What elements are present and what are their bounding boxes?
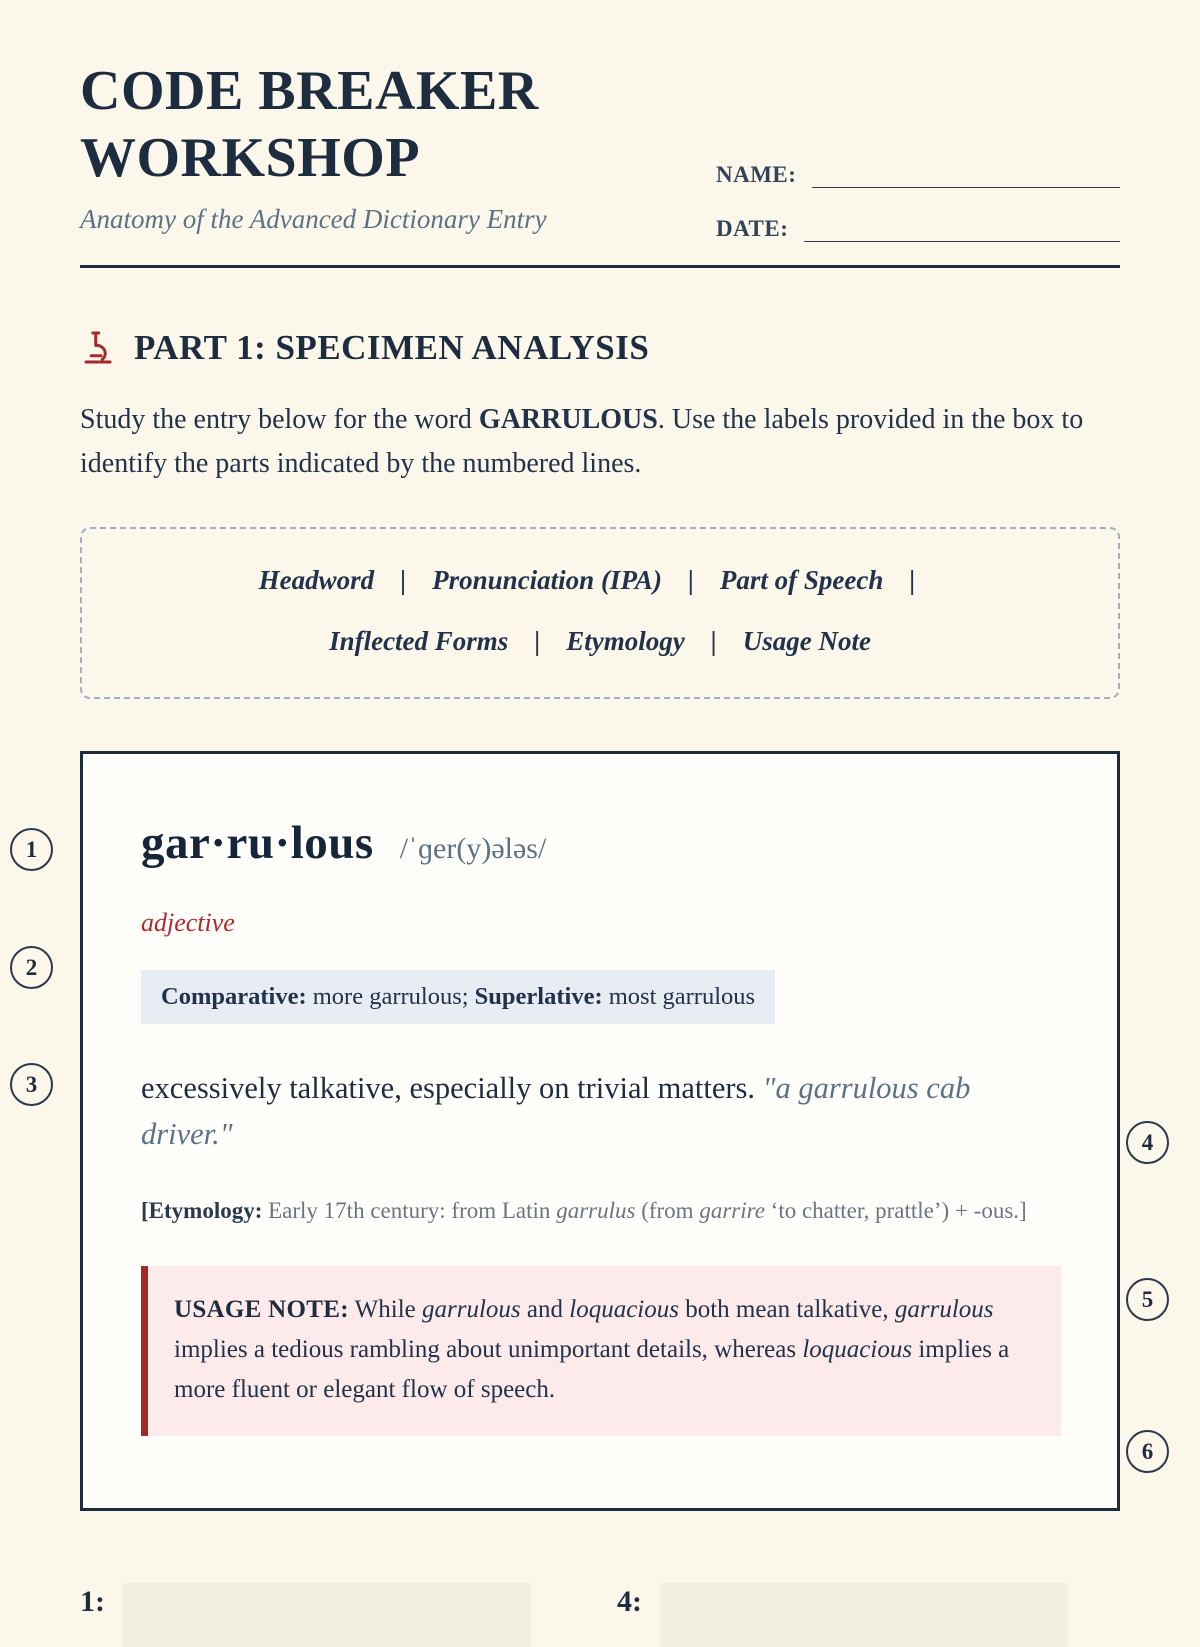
usage-text-2: and — [526, 1296, 564, 1324]
superlative-value: most garrulous — [608, 983, 756, 1011]
etymology-text-1: Early 17th century: from Latin — [268, 1197, 551, 1223]
line-marker-2: 2 — [10, 946, 53, 989]
etymology — [141, 1194, 1061, 1229]
answer-label-4: 4: — [617, 1585, 642, 1619]
usage-note-label: USAGE NOTE: — [174, 1296, 349, 1324]
part1-heading-text: PART 1: SPECIMEN ANALYSIS — [134, 328, 650, 368]
label-bank — [80, 527, 1120, 699]
name-row — [716, 158, 1120, 188]
inflected-forms — [141, 970, 775, 1024]
label-separator: | — [400, 565, 407, 596]
label-separator: | — [687, 565, 694, 596]
headword: gar·ru·lous — [141, 817, 374, 870]
answer-row — [80, 1583, 1120, 1647]
etymology-text-3: ‘to chatter, prattle’) — [770, 1197, 950, 1223]
page-title-line2: WORKSHOP — [80, 127, 421, 190]
line-marker-5: 5 — [1126, 1278, 1169, 1321]
line-marker-4: 4 — [1126, 1121, 1169, 1164]
etymology-latin-garrulus: garrulus — [556, 1197, 636, 1223]
page-title — [80, 58, 700, 192]
superlative-label: Superlative: — [474, 983, 603, 1011]
part-of-speech: adjective — [141, 908, 235, 938]
usage-text-1: While — [354, 1296, 416, 1324]
label-headword: Headword — [258, 565, 375, 596]
etymology-text-2: (from — [641, 1197, 694, 1223]
specimen-entry-box — [80, 751, 1120, 1511]
label-usage-note: Usage Note — [742, 626, 871, 657]
usage-text-5: implies a more fluent or elegant flow of speech. — [174, 1336, 1010, 1404]
page-title-line1: CODE BREAKER — [80, 60, 539, 122]
date-label: DATE: — [716, 216, 789, 241]
instructions-post: . Use the labels provided in the box to identify the parts indicated by the numbered lines. — [80, 404, 1084, 479]
name-label: NAME: — [716, 162, 797, 187]
comparative-value: more garrulous; — [312, 983, 469, 1011]
label-bank-line1 — [106, 565, 1094, 596]
etymology-latin-garrire: garrire — [699, 1197, 765, 1223]
answer-label-1: 1: — [80, 1585, 105, 1619]
pronunciation-ipa: /ˈɡer(y)ələs/ — [399, 832, 547, 866]
etymology-label: [Etymology: — [141, 1197, 263, 1223]
example-sentence: "a garrulous cab driver." — [141, 1071, 971, 1151]
instructions-pre: Study the entry below for the word — [80, 404, 472, 436]
line-marker-6: 6 — [1126, 1430, 1169, 1473]
microscope-icon — [80, 330, 116, 366]
usage-text-3: both mean talkative, — [685, 1296, 889, 1324]
label-etymology: Etymology — [566, 626, 685, 657]
label-separator: | — [710, 626, 717, 657]
answer-field-4[interactable] — [660, 1583, 1068, 1647]
part1-instructions — [80, 398, 1085, 485]
name-input-line[interactable] — [812, 158, 1120, 188]
label-bank-line2 — [106, 626, 1094, 657]
part1-heading — [80, 328, 1120, 368]
page-subtitle: Anatomy of the Advanced Dictionary Entry — [80, 204, 547, 235]
name-date-block — [716, 158, 1120, 266]
label-separator: | — [909, 565, 916, 596]
definition — [141, 1066, 1041, 1158]
headword-row — [141, 816, 1061, 870]
label-part-of-speech: Part of Speech — [719, 565, 884, 596]
etymology-text-4: + -ous.] — [954, 1197, 1027, 1223]
date-row — [716, 212, 1120, 242]
instructions-target-word: GARRULOUS — [478, 404, 658, 436]
label-pronunciation: Pronunciation (IPA) — [432, 565, 662, 596]
usage-word-garrulous-2: garrulous — [894, 1296, 994, 1324]
definition-text: excessively talkative, especially on trivial matters. — [141, 1071, 756, 1106]
date-input-line[interactable] — [804, 212, 1120, 242]
usage-note — [141, 1266, 1061, 1436]
header — [80, 58, 1120, 241]
usage-text-4: implies a tedious rambling about unimportant details, whereas — [174, 1336, 797, 1364]
label-separator: | — [534, 626, 541, 657]
usage-word-garrulous-1: garrulous — [422, 1296, 521, 1324]
usage-word-loquacious-1: loquacious — [569, 1296, 679, 1324]
usage-word-loquacious-2: loquacious — [802, 1336, 913, 1364]
label-inflected-forms: Inflected Forms — [329, 626, 509, 657]
line-marker-3: 3 — [10, 1063, 53, 1106]
line-marker-1: 1 — [10, 828, 53, 871]
comparative-label: Comparative: — [161, 983, 307, 1011]
answer-field-1[interactable] — [123, 1583, 531, 1647]
